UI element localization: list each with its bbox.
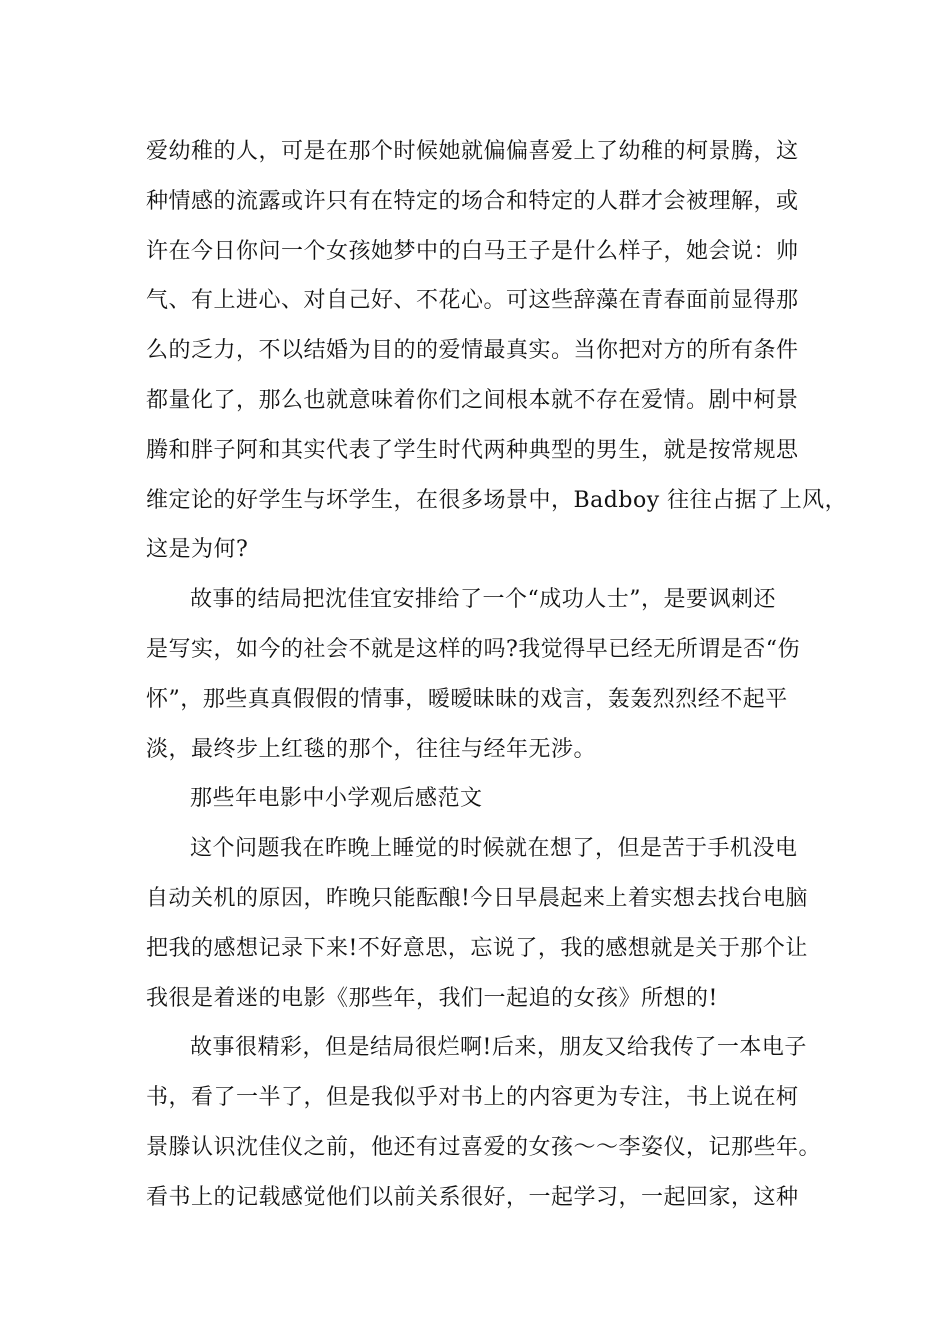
text-line: 景滕认识沈佳仪之前，他还有过喜爱的女孩～～李姿仪，记那些年。 bbox=[146, 1134, 822, 1160]
text-line: 自动关机的原因，昨晚只能酝酿!今日早晨起来上着实想去找台电脑 bbox=[146, 885, 808, 911]
text-line: 淡，最终步上红毯的那个，往往与经年无涉。 bbox=[146, 736, 597, 762]
text-line: 把我的感想记录下来!不好意思，忘说了，我的感想就是关于那个让 bbox=[146, 935, 808, 961]
paragraph-first-line: 这个问题我在昨晚上睡觉的时候就在想了，但是苦于手机没电 bbox=[190, 836, 798, 862]
section-heading: 那些年电影中小学观后感范文 bbox=[190, 786, 483, 812]
text-line: 种情感的流露或许只有在特定的场合和特定的人群才会被理解，或 bbox=[146, 188, 799, 214]
text-line: 怀”，那些真真假假的情事，暧暧昧昧的戏言，轰轰烈烈经不起平 bbox=[146, 686, 788, 712]
text-line: 许在今日你问一个女孩她梦中的白马王子是什么样子，她会说：帅 bbox=[146, 238, 799, 264]
text-line: 这是为何? bbox=[146, 537, 249, 563]
text-line: 么的乏力，不以结婚为目的的爱情最真实。当你把对方的所有条件 bbox=[146, 338, 799, 364]
paragraph-first-line: 故事很精彩，但是结局很烂啊!后来，朋友又给我传了一本电子 bbox=[190, 1035, 807, 1061]
body-text bbox=[146, 127, 848, 1223]
text-line: 书，看了一半了，但是我似乎对书上的内容更为专注，书上说在柯 bbox=[146, 1085, 799, 1111]
text-line: 气、有上进心、对自己好、不花心。可这些辞藻在青春面前显得那 bbox=[146, 288, 799, 314]
text-line: 维定论的好学生与坏学生，在很多场景中，Badboy 往往占据了上风， bbox=[146, 487, 848, 513]
text-line: 看书上的记载感觉他们以前关系很好，一起学习，一起回家，这种 bbox=[146, 1184, 799, 1210]
paragraph-first-line: 故事的结局把沈佳宜安排给了一个“成功人士”，是要讽刺还 bbox=[190, 587, 776, 613]
text-line: 腾和胖子阿和其实代表了学生时代两种典型的男生，就是按常规思 bbox=[146, 437, 799, 463]
text-line: 爱幼稚的人，可是在那个时候她就偏偏喜爱上了幼稚的柯景腾，这 bbox=[146, 139, 799, 164]
text-line: 我很是着迷的电影《那些年，我们一起追的女孩》所想的! bbox=[146, 985, 718, 1011]
text-line: 都量化了，那么也就意味着你们之间根本就不存在爱情。剧中柯景 bbox=[146, 387, 799, 413]
text-line: 是写实，如今的社会不就是这样的吗?我觉得早已经无所谓是否“伤 bbox=[146, 636, 801, 662]
